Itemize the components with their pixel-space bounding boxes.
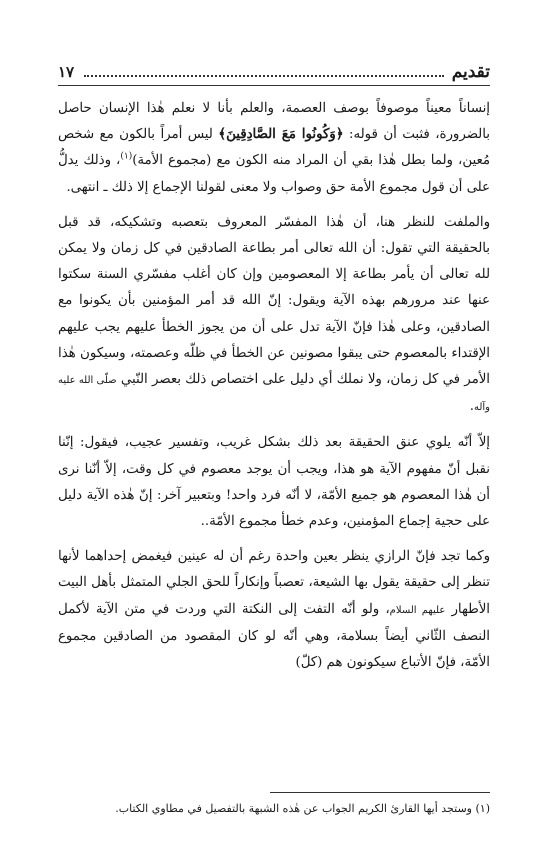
page-body (58, 96, 490, 676)
salutation-glyph: صلّى الله عليه وآله (57, 375, 490, 414)
paragraph (58, 544, 490, 676)
quran-verse: ﴿وَكُونُوا مَعَ الصَّادِقِينَ﴾ (218, 127, 344, 143)
text-run: ليس أمراً بالكون مع شخص مُعين، ولما بطل هٰذا بقي أن المراد منه الكون مع (مجموع الأمة) (58, 127, 490, 169)
header-dotted-leader (84, 75, 444, 77)
text-run: إنساناً معيناً موصوفاً بوصف العصمة، والعلم بأنا لا نعلم هٰذا الإنسان حاصل بالضرورة، فثبت أن قوله: (58, 101, 490, 143)
paragraph (58, 210, 490, 422)
salutation-glyph: عليهم السلام (389, 604, 446, 616)
text-run: . (469, 399, 474, 415)
text-run: ، وذلك يدلُّ على أن قول مجموع الأمة حق وصواب ولا معنى لقولنا الإجماع إلا ذلك ـ انتهى. (58, 153, 490, 195)
text-run: إلاّ أنّه يلوي عنق الحقيقة بعد ذلك بشكل غريب، وتفسير عجيب، فيقول: إنّنا نقبل أنّ مفهوم الآية هو هذا، ويجب أن يوجد معصوم في كل وقت، إلاّ أنّنا نرى أن هٰذا المعصوم هو جميع الأمّة، لا أنّه فرد واحد! وبتعبير آخر: إنّ هٰذه الآية دليل على حجية إجماع المؤمنين، وعدم خطأ مجموع الأمّة.. (58, 435, 490, 530)
text-run: والملفت للنظر هنا، أن هٰذا المفسّر المعروف بتعصبه وتشكيكه، قد قبل بالحقيقة التي تقول: أن الله تعالى أمر بطاعة الصادقين في كل زمان ولا يمكن لله تعالى أن يأمر بطاعة إلا المعصومين وإن كان أغلب مفسّري السنة سكتوا عنها عند مرورهم بهذه الآية ويقول: إنّ الله قد أمر المؤمنين بأن يكونوا مع الصادقين، وعلى هٰذا فإنّ الآية تدل على أن من يجوز الخطأ عليهم يجب عليهم الإقتداء بالمعصوم حتى يبقوا مصونين عن الخطأ في ظلّه وعصمته، وسيكون هٰذا الأمر في كل زمان، ولا نملك أي دليل على اختصاص ذلك بعصر النّبي (58, 214, 490, 388)
chapter-title: تقديم (451, 62, 490, 82)
footnote: (١) وستجد أيها القارئ الكريم الجواب عن هٰذه الشبهة بالتفصيل في مطاوي الكتاب. (115, 802, 490, 815)
paragraph (58, 430, 490, 535)
text-run: ، ولو أنّه التفت إلى النكتة التي وردت في متن الآية لأكمل النصف الثّاني أيضاً بسلامة، وهي أنّه لو كان المقصود من الصادقين مجموع الأمّة، فإنّ الأتباع سيكونون هم (كلّ) (58, 601, 490, 671)
page-number: ١٧ (58, 63, 75, 81)
page-header (58, 58, 490, 82)
paragraph (58, 96, 490, 201)
text-run: وكما تجد فإنّ الرازي ينظر بعين واحدة رغم أن له عينين فيغمض إحداهما لأنها تنظر إلى حقيقة يقول بها الشيعة، تعصباً وإنكاراً للحق الجلي المتمثل بأهل البيت الأطهار (58, 549, 490, 617)
header-rule (58, 85, 490, 86)
footnote-reference: (١) (120, 151, 133, 162)
footnote-rule (270, 792, 490, 793)
